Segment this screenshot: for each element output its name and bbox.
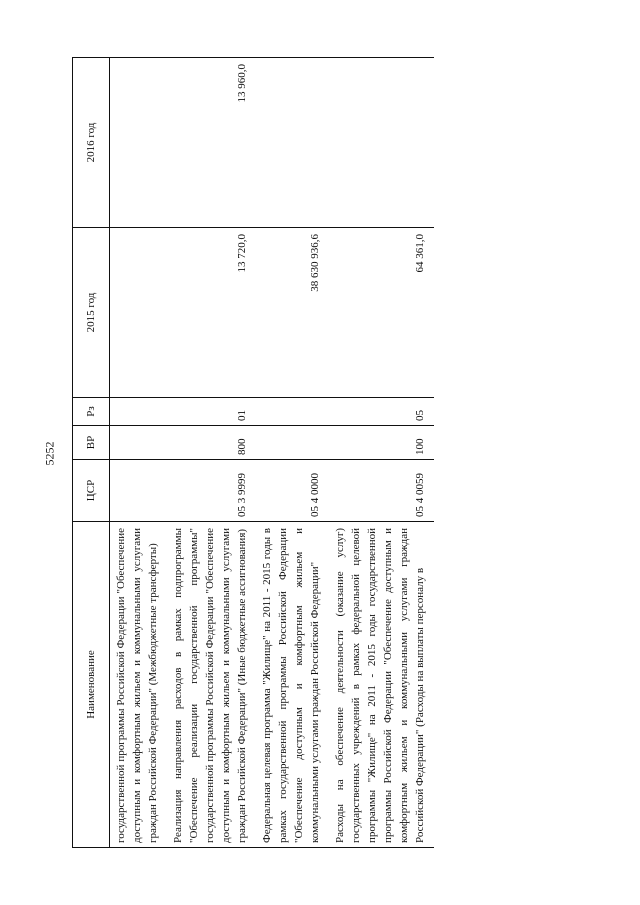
row-2015: 38 630 936,6 (256, 228, 329, 398)
row-rz (256, 398, 329, 426)
row-2015: 13 720,0 (167, 228, 256, 398)
row-vr (256, 426, 329, 460)
row-vr: 100 (329, 426, 434, 460)
budget-table-sheet (72, 58, 576, 848)
row-rz (110, 398, 168, 426)
row-2016 (110, 58, 168, 228)
row-csr: 05 3 9999 (167, 460, 256, 522)
header-name: Наименование (73, 522, 110, 848)
table-row (329, 58, 434, 848)
row-name: Федеральная целевая программа "Жилище" на 2011 - 2015 годы в рамках государственной программы Российской Федерации "Обеспечение доступным и комфортным жильем и коммунальными услугами граждан Российской Федерации" (256, 522, 329, 848)
budget-table (72, 57, 434, 848)
row-vr (110, 426, 168, 460)
row-2015 (110, 228, 168, 398)
row-name: Реализация направления расходов в рамках подпрограммы "Обеспечение реализации государственной программы" государственной программы Российской Федерации "Обеспечение доступным и комфортным жильем и коммунальными услугами граждан Российской Федерации" (Иные бюджетные ассигнования) (167, 522, 256, 848)
header-csr: ЦСР (73, 460, 110, 522)
header-2016: 2016 год (73, 58, 110, 228)
table-row (167, 58, 256, 848)
table-header-row (73, 58, 110, 848)
table-row (110, 58, 168, 848)
row-vr: 800 (167, 426, 256, 460)
row-2016: 13 960,0 (167, 58, 256, 228)
rotated-page-area (72, 58, 576, 848)
row-name: государственной программы Российской Федерации "Обеспечение доступным и комфортным жильем и коммунальными услугами граждан Российской Федерации" (Межбюджетные трансферты) (110, 522, 168, 848)
row-csr: 05 4 0000 (256, 460, 329, 522)
row-2016 (256, 58, 329, 228)
row-2016 (329, 58, 434, 228)
table-row (256, 58, 329, 848)
header-vr: ВР (73, 426, 110, 460)
header-2015: 2015 год (73, 228, 110, 398)
page-number (40, 438, 60, 468)
row-2015: 64 361,0 (329, 228, 434, 398)
header-rz: Рз (73, 398, 110, 426)
row-rz: 01 (167, 398, 256, 426)
page-number-text: 5252 (42, 441, 57, 465)
row-name: Расходы на обеспечение деятельности (оказание услуг) государственных учреждений в рамках федеральной целевой программы "Жилище" на 2011 - 2015 годы государственной программы Российской Федерации "Обеспечение доступным и комфортным жильем и коммунальными услугами граждан Российской Федерации" (Расходы на выплаты персоналу в (329, 522, 434, 848)
row-csr: 05 4 0059 (329, 460, 434, 522)
row-csr (110, 460, 168, 522)
row-rz: 05 (329, 398, 434, 426)
